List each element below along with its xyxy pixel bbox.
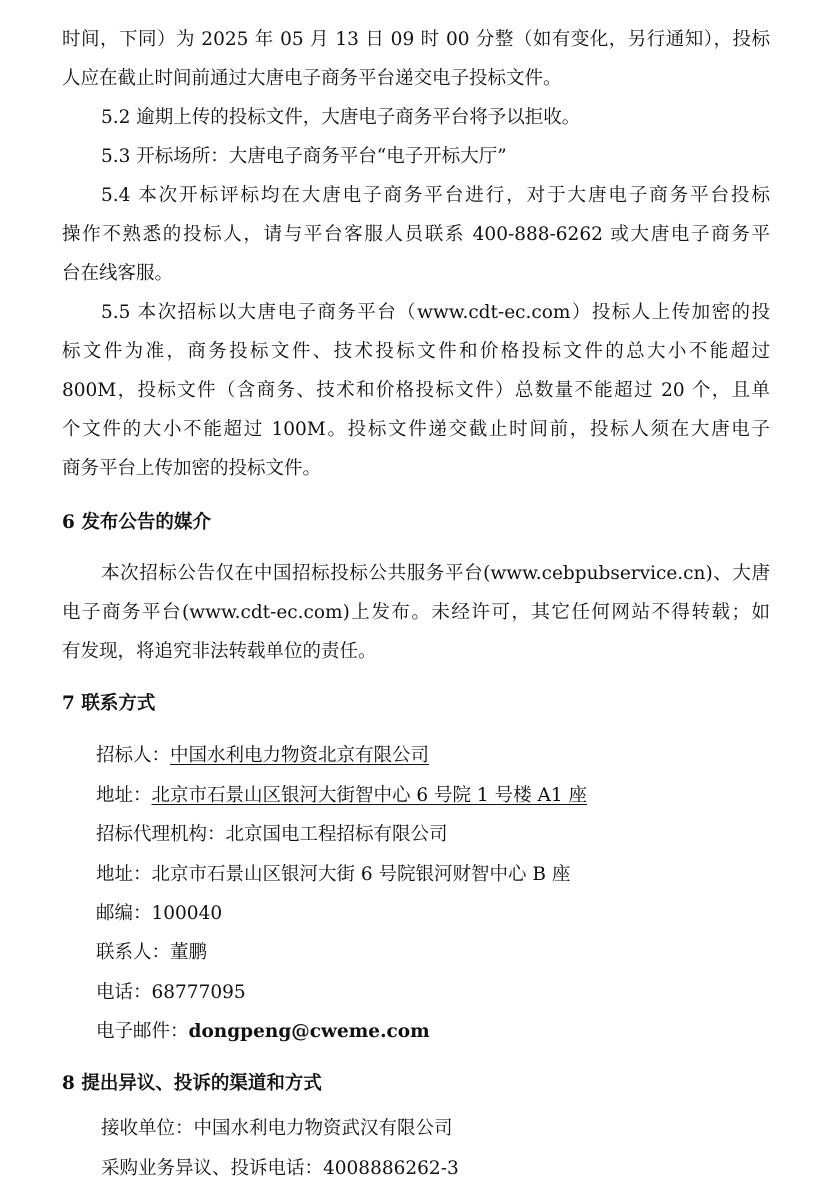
section-6-heading: 6 发布公告的媒介 xyxy=(62,512,211,533)
section-6-line: 本次招标公告仅在中国招标投标公共服务平台(www.cebpubservice.cn)、大唐 xyxy=(101,563,770,584)
section-6-line: 电子商务平台(www.cdt-ec.com)上发布。未经许可，其它任何网站不得转载；如 xyxy=(62,602,770,623)
paragraph-5-5-line: 个文件的大小不能超过 100M。投标文件递交截止时间前，投标人须在大唐电子 xyxy=(62,419,770,440)
paragraph-5-4-line: 5.4 本次开标评标均在大唐电子商务平台进行，对于大唐电子商务平台投标 xyxy=(101,185,770,206)
paragraph-5-5-line: 标文件为准，商务投标文件、技术投标文件和价格投标文件的总大小不能超过 xyxy=(62,341,770,362)
paragraph-5-5-line: 800M，投标文件（含商务、技术和价格投标文件）总数量不能超过 20 个，且单 xyxy=(62,380,770,401)
paragraph-5-5-line: 商务平台上传加密的投标文件。 xyxy=(62,458,322,479)
postcode-line: 邮编：100040 xyxy=(96,903,223,924)
address-label: 地址： xyxy=(96,785,152,806)
paragraph-5-5-line: 5.5 本次招标以大唐电子商务平台（www.cdt-ec.com）投标人上传加密的投 xyxy=(101,302,770,323)
paragraph-line: 时间，下同）为 2025 年 05 月 13 日 09 时 00 分整（如有变化，另行通知），投标 xyxy=(62,29,770,50)
address-value: 北京市石景山区银河大街智中心 6 号院 1 号楼 A1 座 xyxy=(151,785,587,806)
section-7-heading: 7 联系方式 xyxy=(62,693,156,714)
tenderer-line xyxy=(96,743,770,769)
email-label: 电子邮件： xyxy=(96,1021,189,1042)
tenderer-value: 中国水利电力物资北京有限公司 xyxy=(170,745,430,766)
paragraph-5-4-line: 台在线客服。 xyxy=(62,263,174,284)
email-value: dongpeng@cweme.com xyxy=(188,1021,430,1042)
agency-address-line: 地址：北京市石景山区银河大街 6 号院银河财智中心 B 座 xyxy=(96,864,571,885)
paragraph-5-3: 5.3 开标场所：大唐电子商务平台“电子开标大厅” xyxy=(101,146,507,167)
section-8-heading: 8 提出异议、投诉的渠道和方式 xyxy=(62,1073,322,1094)
phone-line: 电话：68777095 xyxy=(96,982,246,1003)
paragraph-5-2: 5.2 逾期上传的投标文件，大唐电子商务平台将予以拒收。 xyxy=(101,107,581,128)
paragraph-5-4-line: 操作不熟悉的投标人，请与平台客服人员联系 400-888-6262 或大唐电子商务平 xyxy=(62,224,770,245)
receiver-line: 接收单位：中国水利电力物资武汉有限公司 xyxy=(101,1118,453,1139)
section-6-line: 有发现，将追究非法转载单位的责任。 xyxy=(62,641,377,662)
complaint-phone-line: 采购业务异议、投诉电话：4008886262-3 xyxy=(101,1158,459,1179)
agency-line: 招标代理机构：北京国电工程招标有限公司 xyxy=(96,824,448,845)
email-line xyxy=(96,1019,770,1045)
tenderer-label: 招标人： xyxy=(96,745,171,766)
contact-person-line: 联系人：董鹏 xyxy=(96,942,208,963)
paragraph-line: 人应在截止时间前通过大唐电子商务平台递交电子投标文件。 xyxy=(62,68,562,89)
address-line xyxy=(96,783,770,809)
